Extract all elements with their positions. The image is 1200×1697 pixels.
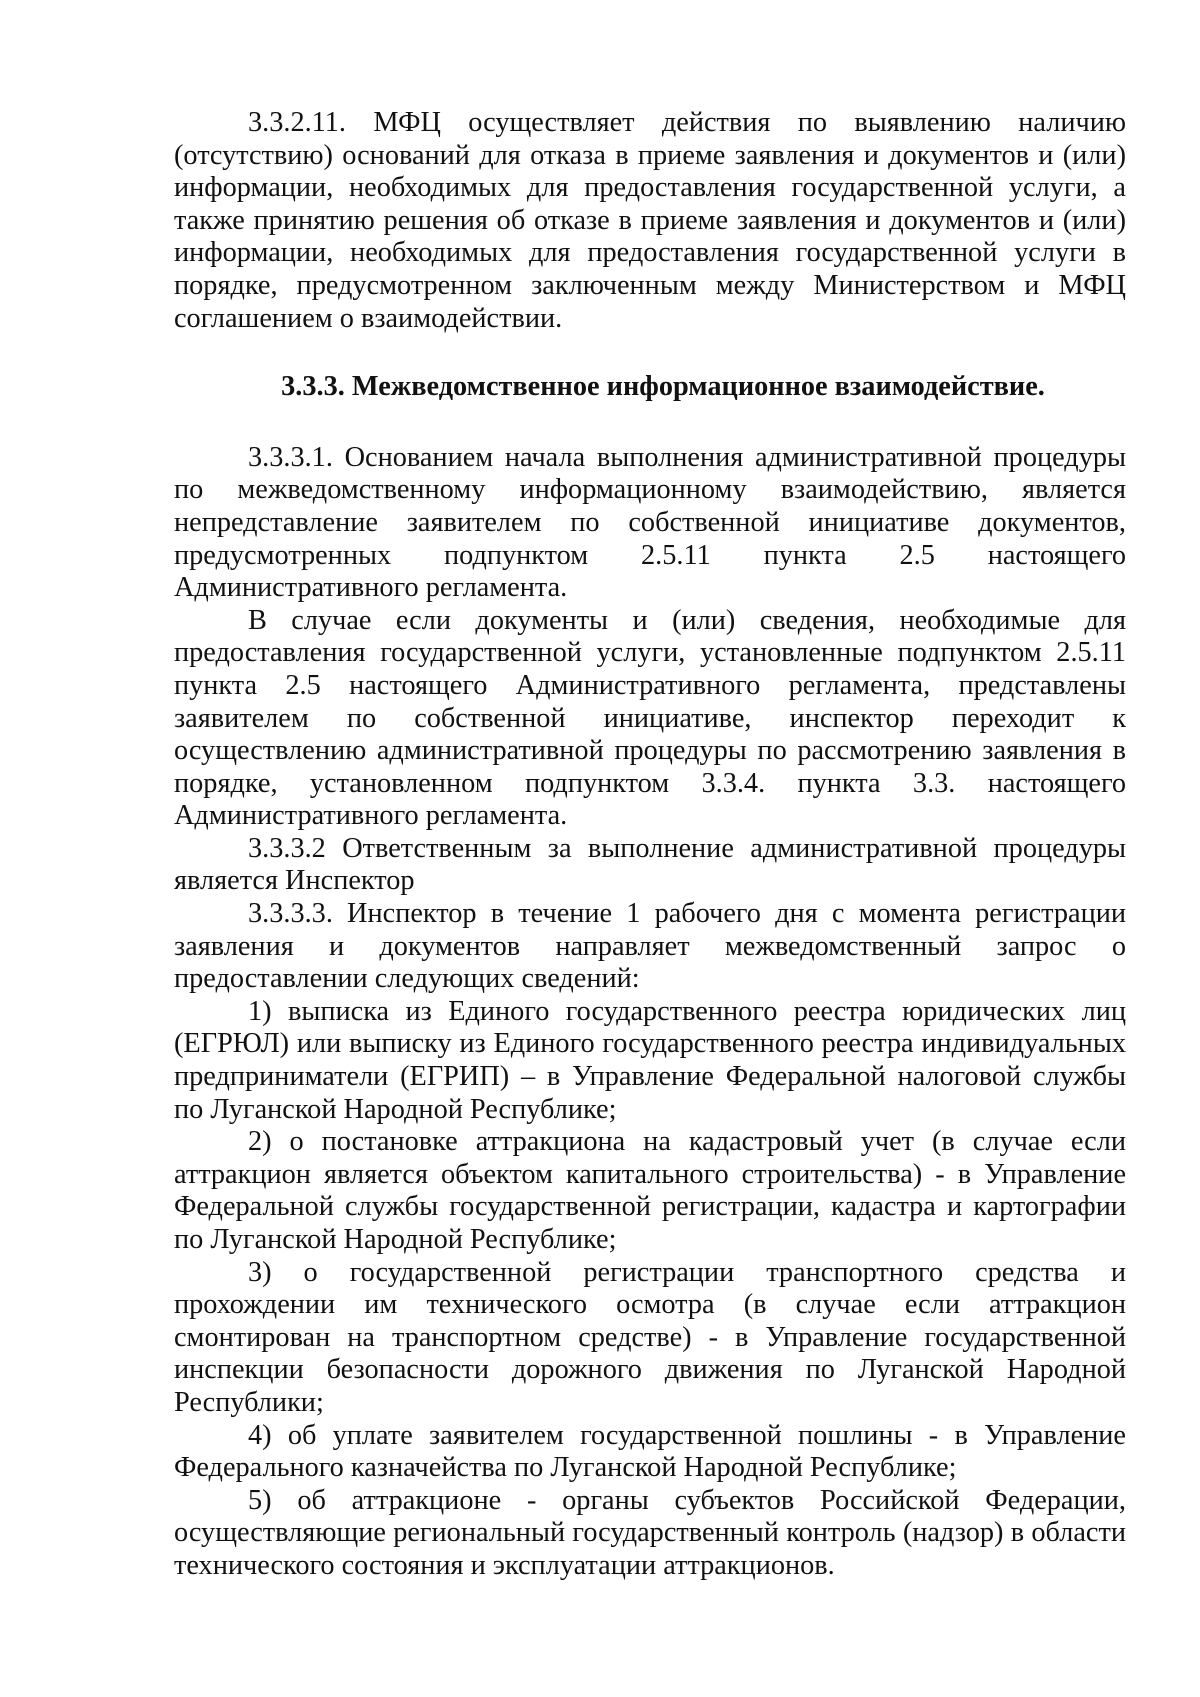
paragraph-3-3-3-3: 3.3.3.3. Инспектор в течение 1 рабочего дня с момента регистрации заявления и документов направляет межведомственный запрос о предоставлении следующих сведений: bbox=[174, 898, 1126, 995]
paragraph-3-3-3-1: 3.3.3.1. Основанием начала выполнения административной процедуры по межведомственному информационному взаимодействию, является непредставление заявителем по собственной инициативе документов, предусмотренных подпунктом 2.5.11 пункта 2.5 настоящего Административного регламента. bbox=[174, 441, 1126, 604]
list-item-2: 2) о постановке аттракциона на кадастровый учет (в случае если аттракцион является объектом капитального строительства) - в Управление Федеральной службы государственной регистрации, кадастра и картографии по Луганской Народной Республике; bbox=[174, 1126, 1126, 1255]
list-item-5: 5) об аттракционе - органы субъектов Российской Федерации, осуществляющие региональный государственный контроль (надзор) в области технического состояния и эксплуатации аттракционов. bbox=[174, 1484, 1126, 1581]
document-page bbox=[174, 107, 1126, 1583]
paragraph-3-3-2-11: 3.3.2.11. МФЦ осуществляет действия по выявлению наличию (отсутствию) оснований для отказа в приеме заявления и документов и (или) информации, необходимых для предоставления государственной услуги, а также принятию решения об отказе в приеме заявления и документов и (или) информации, необходимых для предоставления государственной услуги в порядке, предусмотренном заключенным между Министерством и МФЦ соглашением о взаимодействии. bbox=[174, 107, 1126, 334]
list-item-1: 1) выписка из Единого государственного реестра юридических лиц (ЕГРЮЛ) или выписку из Единого государственного реестра индивидуальных предприниматели (ЕГРИП) – в Управление Федеральной налоговой службы по Луганской Народной Республике; bbox=[174, 995, 1126, 1125]
section-heading-3-3-3: 3.3.3. Межведомственное информационное взаимодействие. bbox=[281, 371, 1045, 403]
list-item-4: 4) об уплате заявителем государственной пошлины - в Управление Федерального казначейства по Луганской Народной Республике; bbox=[174, 1419, 1126, 1484]
list-item-3: 3) о государственной регистрации транспортного средства и прохождении им технического осмотра (в случае если аттракцион смонтирован на транспортном средстве) - в Управление государственной инспекции безопасности дорожного движения по Луганской Народной Республики; bbox=[174, 1256, 1126, 1418]
paragraph-case-documents-submitted: В случае если документы и (или) сведения, необходимые для предоставления государственной услуги, установленные подпунктом 2.5.11 пункта 2.5 настоящего Административного регламента, представлены заявителем по собственной инициативе, инспектор переходит к осуществлению административной процедуры по рассмотрению заявления в порядке, установленном подпунктом 3.3.4. пункта 3.3. настоящего Административного регламента. bbox=[174, 604, 1126, 832]
paragraph-3-3-3-2: 3.3.3.2 Ответственным за выполнение административной процедуры является Инспектор bbox=[174, 832, 1126, 897]
